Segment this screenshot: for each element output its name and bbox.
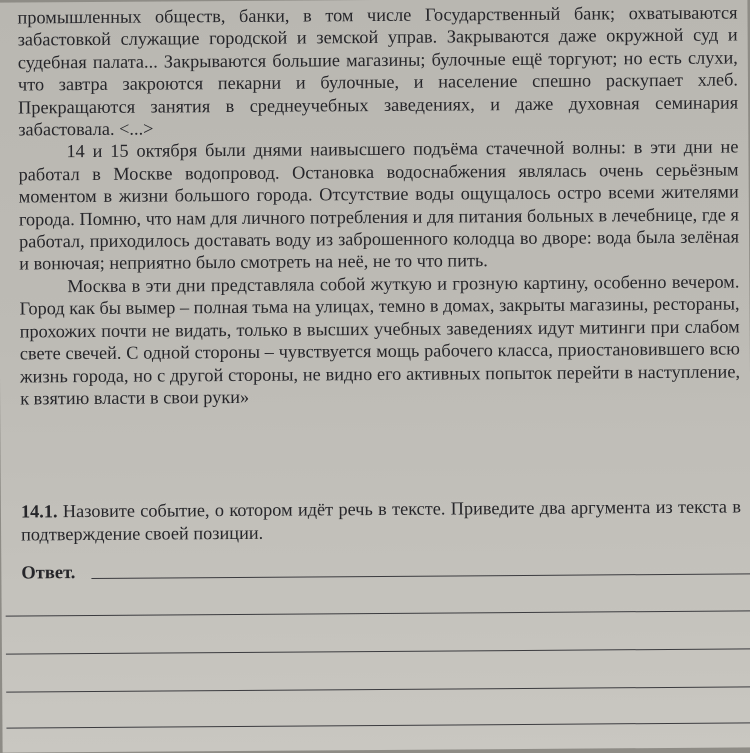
historical-passage	[17, 1, 740, 409]
answer-line-3	[6, 648, 750, 654]
task-number: 14.1.	[20, 501, 58, 522]
answer-line-4	[6, 686, 750, 692]
passage-paragraph-3: Москва в эти дни представляла собой жуткую и грозную картину, особенно вечером. Город как бы вымер – полная тьма на улицах, темно в домах, закрыты магазины, рестораны, прохожих почти не видать, только в высших учебных заведениях идут митинги при слабом свете свечей. С одной стороны – чувствуется мощь рабочего класса, приостановившего всю жизнь города, но с другой стороны, не видно его активных попыток перейти в наступление, к взятию власти в свои руки»	[19, 271, 741, 409]
answer-line-1	[91, 573, 750, 579]
task-14-1	[21, 495, 741, 546]
answer-label: Ответ.	[21, 563, 76, 584]
passage-paragraph-2: 14 и 15 октября были днями наивысшего подъёма стачечной волны: в эти дни не работал в Москве водопровод. Остановка водоснабжения являлась очень серьёзным моментом в жизни большого города. Отсутствие воды ощущалось остро всеми жителями города. Помню, что нам для личного потребления и для питания больных в лечебнице, где я работал, приходилось доставать воду из заброшенного колодца во дворе: вода была зелёная и вонючая; неприятно было смотреть на неё, не то что пить.	[18, 136, 740, 274]
task-text: Назовите событие, о котором идёт речь в тексте. Приведите два аргумента из текста в подтверждение своей позиции.	[21, 496, 741, 545]
answer-line-5	[6, 722, 750, 728]
answer-line-2	[6, 610, 750, 616]
passage-paragraph-1: промышленных обществ, банки, в том числе Государственный банк; охватываются забастовкой служащие городской и земской управ. Закрываются даже окружной суд и судебная палата... Закрываются большие магазины; булочные ещё торгуют; но есть слухи, что завтра закроются пекарни и булочные, и население спешно раскупает хлеб. Прекращаются занятия в среднеучебных заведениях, и даже духовная семинария забастовала. <...>	[17, 2, 739, 140]
